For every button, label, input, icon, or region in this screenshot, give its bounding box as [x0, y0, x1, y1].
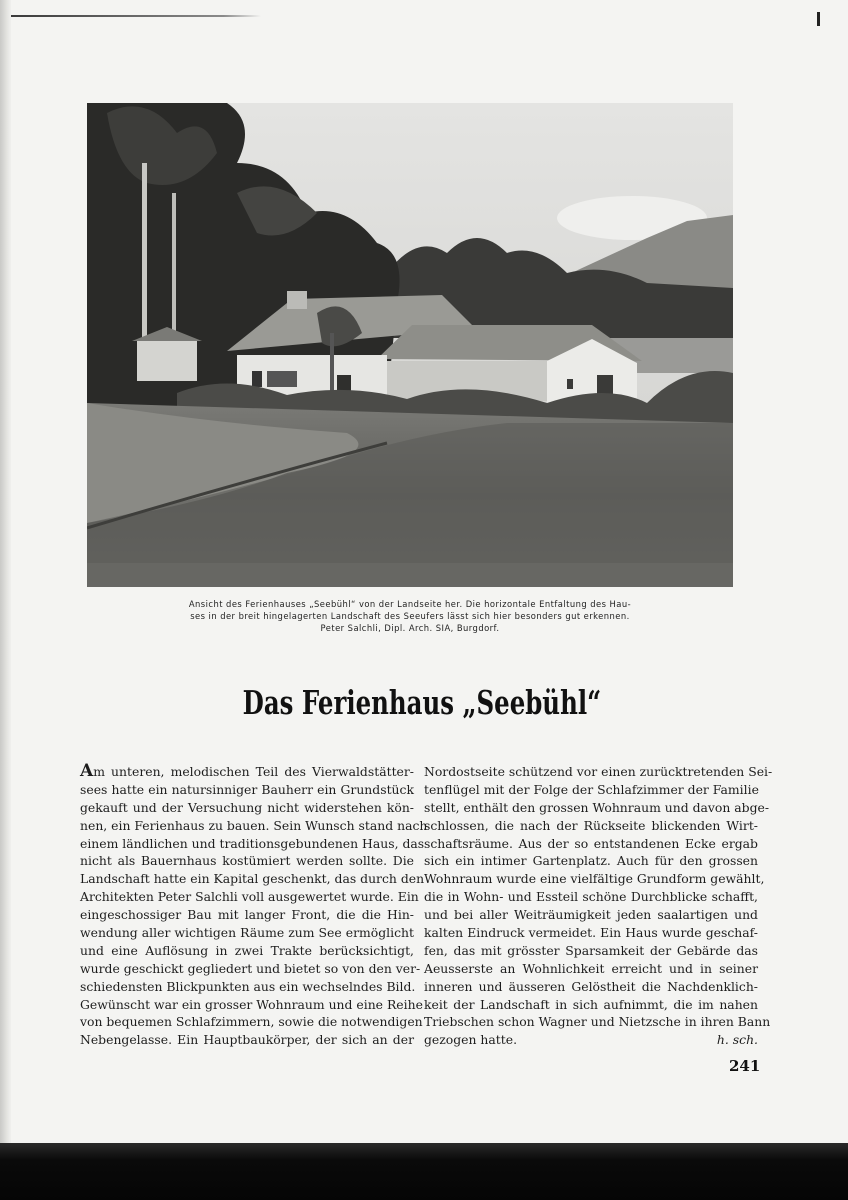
body-line: gezogen hatte. [424, 1032, 518, 1048]
page-gutter-shadow [0, 0, 11, 1200]
body-line: wendung aller wichtigen Räume zum See ermöglicht [80, 925, 414, 941]
body-line: Nebengelasse. Ein Hauptbaukörper, der sich an der [80, 1032, 414, 1048]
body-line: sich ein intimer Gartenplatz. Auch für den grossen [424, 853, 758, 869]
photo-caption [130, 598, 690, 634]
body-column-left [80, 761, 428, 1049]
body-line: keit der Landschaft in sich aufnimmt, die im nahen [424, 996, 758, 1012]
body-line: schlossen, die nach der Rückseite blickenden Wirt- [424, 817, 758, 833]
body-line: von bequemen Schlafzimmern, sowie die notwendigen [80, 1014, 423, 1030]
body-line: Nordostseite schützend vor einen zurücktretenden Sei- [424, 764, 773, 779]
house-photo [87, 103, 733, 587]
top-rule [11, 15, 261, 17]
edge-mark [817, 12, 820, 26]
author-signature: h. sch. [716, 1032, 758, 1048]
body-line: einem ländlichen und traditionsgebundenen Haus, das [80, 835, 425, 851]
body-line: Triebschen schon Wagner und Nietzsche in ihren Bann [424, 1014, 771, 1030]
caption-line: ses in der breit hingelagerten Landschaft des Seeufers lässt sich hier besonders gut erkennen. [190, 611, 630, 621]
body-line: Am unteren, melodischen Teil des Vierwaldstätter- [80, 761, 414, 781]
body-line: schaftsräume. Aus der so entstandenen Ecke ergab [424, 835, 758, 851]
body-line: nicht als Bauernhaus kostümiert werden sollte. Die [80, 853, 414, 869]
body-line: kalten Eindruck vermeidet. Ein Haus wurde geschaf- [424, 925, 758, 941]
body-line: stellt, enthält den grossen Wohnraum und davon abge- [424, 799, 770, 815]
caption-line: Ansicht des Ferienhauses „Seebühl“ von der Landseite her. Die horizontale Entfaltung des Hau- [188, 599, 632, 609]
body-line: Architekten Peter Salchli voll ausgewertet wurde. Ein [80, 889, 419, 905]
body-line: wurde geschickt gegliedert und bietet so von den ver- [80, 960, 421, 976]
body-line: eingeschossiger Bau mit langer Front, die die Hin- [80, 907, 414, 923]
body-line: gekauft und der Versuchung nicht widerstehen kön- [80, 799, 414, 815]
body-line: die in Wohn- und Essteil schöne Durchblicke schafft, [424, 889, 758, 905]
body-line: sees hatte ein natursinniger Bauherr ein Grundstück [80, 781, 414, 797]
body-line: Gewünscht war ein grosser Wohnraum und eine Reihe [80, 996, 423, 1012]
body-line: nen, ein Ferienhaus zu bauen. Sein Wunsch stand nach [80, 817, 428, 833]
scan-bottom-edge [0, 1143, 848, 1200]
body-line: Aeusserste an Wohnlichkeit erreicht und in seiner [424, 960, 758, 976]
page-number: 241 [729, 1057, 761, 1075]
body-line: tenflügel mit der Folge der Schlafzimmer der Familie [424, 781, 759, 797]
body-line: Wohnraum wurde eine vielfältige Grundform gewählt, [424, 871, 765, 887]
closing-line [424, 1031, 758, 1049]
article-title: Das Ferienhaus „Seebühl“ [242, 683, 602, 722]
body-line: und eine Auflösung in zwei Trakte berücksichtigt, [80, 942, 414, 958]
body-column-right [424, 763, 773, 1049]
body-line: fen, das mit grösster Sparsamkeit der Gebärde das [424, 942, 758, 958]
body-line: Landschaft hatte ein Kapital geschenkt, das durch den [80, 871, 425, 887]
caption-credit: Peter Salchli, Dipl. Arch. SIA, Burgdorf. [320, 623, 500, 633]
body-line: inneren und äusseren Gelöstheit die Nachdenklich- [424, 978, 758, 994]
drop-cap: A [80, 761, 94, 781]
body-line: und bei aller Weiträumigkeit jeden saalartigen und [424, 907, 758, 923]
body-line: schiedensten Blickpunkten aus ein wechselndes Bild. [80, 978, 416, 994]
